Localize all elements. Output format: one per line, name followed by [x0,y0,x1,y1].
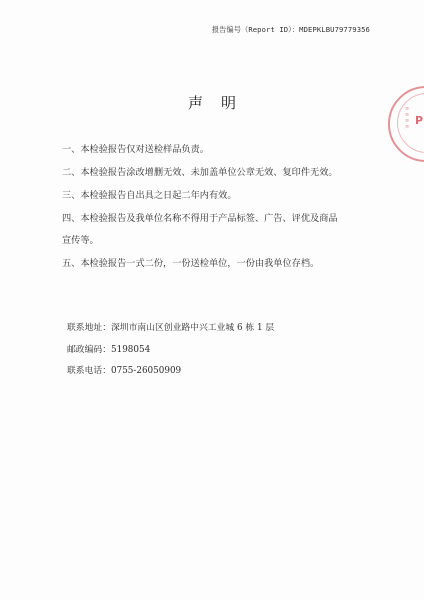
clause-5 [62,252,374,275]
seal-marks: ≡ ≡ ≡ ≡ [405,106,410,130]
contact-info [67,318,367,383]
clause-1 [62,138,374,161]
clause-2 [62,161,374,184]
declaration-clauses [62,138,374,275]
clause-text: 二、本检验报告涂改增删无效、未加盖单位公章无效、复印件无效。 [62,167,338,178]
page-title: 声明 [187,94,254,112]
seal-glyph: P [414,114,423,127]
address-value: 深圳市南山区创业路中兴工业城 6 栋 1 层 [111,323,275,333]
address-row [67,318,367,340]
phone-label: 联系电话： [67,366,111,376]
address-label: 联系地址： [67,323,111,333]
clause-text: 三、本检验报告自出具之日起二年内有效。 [62,190,237,201]
clause-text: 五、本检验报告一式二份，一份送检单位，一份由我单位存档。 [62,258,320,269]
report-id: 报告编号（Report ID）：MDEPKLBU79779356 [211,25,370,34]
postcode-label: 邮政编码： [67,344,111,355]
clause-3 [62,184,374,207]
clause-4 [62,207,374,252]
phone-value: 0755-26050909 [111,366,182,376]
phone-row [67,361,367,383]
postcode-value: 5198054 [111,344,151,355]
postcode-row [67,340,367,362]
clause-text: 一、本检验报告仅对送检样品负责。 [62,144,209,155]
clause-text: 四、本检验报告及我单位名称不得用于产品标签、广告、评优及商品 [62,213,338,224]
clause-text-continued: 宣传等。 [62,235,99,246]
